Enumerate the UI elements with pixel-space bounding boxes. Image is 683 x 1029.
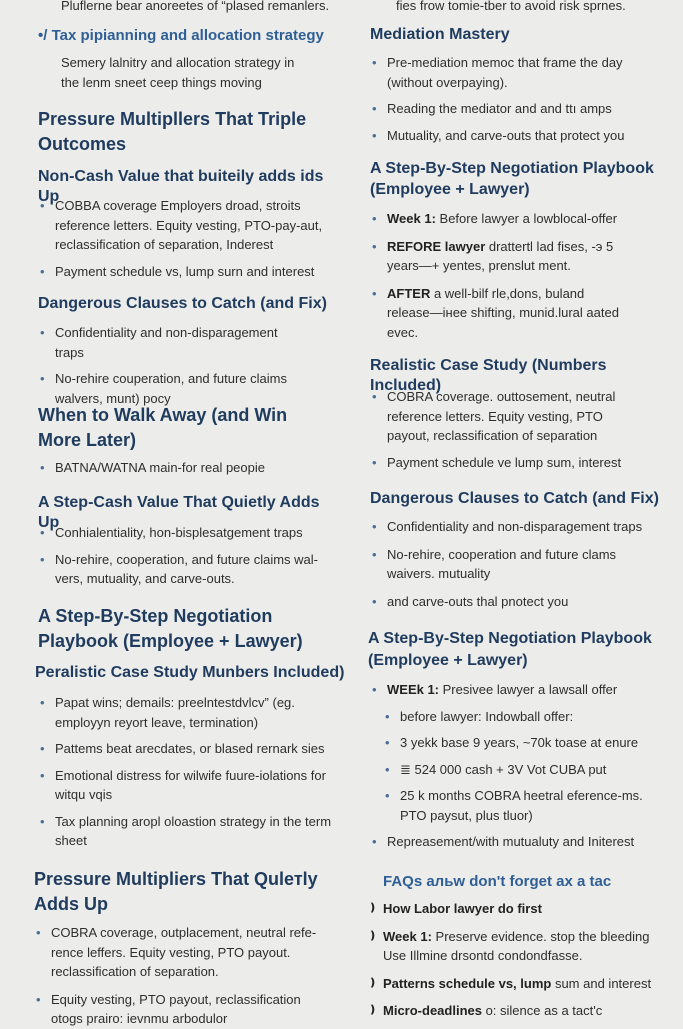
heading-walk-away: When to Walk Away (and Win More Later) bbox=[38, 405, 288, 450]
heading-dangerous-clauses: Dangerous Clauses to Catch (and Fix) bbox=[370, 490, 659, 507]
heading-mediation-mastery: Mediation Mastery bbox=[370, 26, 510, 43]
heading-playbook: A Step-By-Step Negotiation Playbook (Employee + Lawyer) bbox=[370, 160, 654, 198]
list-item: • Confidentiality and non-disparagement traps bbox=[38, 323, 308, 362]
list-item bbox=[370, 209, 620, 229]
list-item: • No-rehire, cooperation and future clams waivers. mutuality bbox=[370, 545, 647, 584]
heading-playbook: A Step-By-Step Negotiation Playbook (Employee + Lawyer) bbox=[38, 606, 303, 651]
list-item: • Reading the mediator and and ttı amps bbox=[370, 99, 640, 119]
heading-dangerous-clauses: Dangerous Clauses to Catch (and Fix) bbox=[38, 295, 327, 312]
heading-step-cash: A Step-Cash Value That Quietly Adds Up bbox=[38, 494, 320, 531]
list-item: • Payment schedule vs, lump surn and interest bbox=[38, 262, 338, 282]
pressure2-list bbox=[34, 923, 334, 1029]
list-item: • Conhialentiality, hon-bisplesatgement traps bbox=[38, 523, 328, 543]
list-item: • Mutuality, and carve-outs that protect you bbox=[370, 126, 640, 146]
heading-faqs: FAQs aльw don't forget ax a tac bbox=[383, 873, 612, 890]
non-cash-list bbox=[38, 196, 338, 281]
sub-list-item: • ≣ 524 000 cash + 3V Vot CUBA put bbox=[370, 760, 675, 780]
heading-case-study: Peralistic Case Study Munbers Included) bbox=[35, 664, 345, 681]
list-item: • Payment schedule ve lump sum, interest bbox=[370, 453, 630, 473]
heading-non-cash-value: Non-Cash Value that buiteily adds ids Up bbox=[38, 168, 324, 205]
item-label: How Labor lawyer do first bbox=[383, 901, 542, 916]
continuation-text: fies frow tomie-tber to avoid risk sprnes. bbox=[396, 0, 626, 13]
item-text: Before lawyer a lowblocal-offer bbox=[435, 211, 618, 226]
sub-list-item: • 3 yekk base 9 years, ~70k toase at enure bbox=[370, 733, 675, 753]
list-item: • Papat wins; demails: preelntestdvlcv” (eg. employyn reyort leave, termination) bbox=[38, 693, 338, 732]
item-text: drattertl lad fises, -э 5 years—+ yentes, prenslut ment. bbox=[387, 238, 614, 273]
tax-paragraph: Semery lalnitry and allocation strategy in the lenm sneet ceep things moving bbox=[61, 55, 295, 90]
sub-list-item: • 25 k months COBRA heetral eference-ms. PTO paysut, plus tluor) bbox=[370, 786, 670, 825]
list-item: • COBBA coverage Employers droad, stroits reference letters. Equity vesting, PTO-pay-aut, reclassification of separation, Inderest bbox=[38, 196, 338, 255]
list-item: • No-rehire, cooperation, and future claims wal-vers, mutuality, and carve-outs. bbox=[38, 550, 328, 589]
case-list bbox=[370, 387, 630, 472]
faq-item bbox=[366, 1001, 666, 1021]
playbook-list bbox=[370, 209, 620, 342]
dangerous-list bbox=[370, 517, 660, 611]
item-text: sum and interest bbox=[551, 975, 652, 991]
walk-list bbox=[38, 458, 338, 478]
heading-pressure-multipliers: Pressure Multipllers That Triple Outcomes bbox=[38, 109, 307, 154]
heading-playbook-2: A Step-By-Step Negotiation Playbook (Employee + Lawyer) bbox=[368, 630, 652, 669]
playbook2-list bbox=[370, 680, 675, 852]
list-item: • Equity vesting, PTO payout, reclassification otogs prairo: ievnmu arbodulor bbox=[34, 990, 334, 1029]
tax-heading: •/ Tax pipianning and allocation strategy bbox=[38, 27, 324, 44]
list-item: • Repreasement/with mutualuty and Initerest bbox=[370, 832, 675, 852]
item-label: AFTER bbox=[387, 285, 431, 301]
faq-item bbox=[366, 899, 666, 919]
item-text: Preserve evidence. stop the bleeding Use Illmine drsontd condondfasse. bbox=[383, 928, 650, 963]
item-text: Presivee lawyer a lawsall offer bbox=[439, 682, 618, 697]
item-label: Week 1: bbox=[383, 928, 432, 944]
heading-case-study: Realistic Case Study (Numbers Included) bbox=[370, 357, 607, 394]
dangerous-list bbox=[38, 323, 308, 408]
mediation-list bbox=[370, 53, 640, 145]
list-item: • Confidentiality and non-disparagement traps bbox=[370, 517, 660, 537]
list-item: • COBRA coverage, outplacement, neutral refe-rence leffers. Equity vesting, PTO payout. reclassification of separation. bbox=[34, 923, 334, 982]
list-item: • Emotional distress for wilwife fuure-iolations for witqu vqis bbox=[38, 766, 338, 805]
item-label: Patterns schedule vs, lump bbox=[383, 975, 552, 991]
faq-list bbox=[366, 899, 666, 1021]
continuation-text: Pluflerne bear anoreetes of “plased remanlers. bbox=[61, 0, 330, 13]
heading-pressure-multipliers-2: Pressure Multipliers That Qulетly Adds Up bbox=[34, 869, 318, 914]
list-item bbox=[370, 284, 620, 343]
list-item: • and carve-outs thal pnotect you bbox=[370, 592, 660, 612]
item-label: Micro-deadlines bbox=[383, 1003, 482, 1018]
list-item: • Pre-mediation memoc that frame the day (without overpaying). bbox=[370, 53, 640, 92]
list-item bbox=[370, 680, 675, 700]
list-item: • Pattems beat arecdates, or blased rernark sies bbox=[38, 739, 338, 759]
item-label: REFORE lawyer bbox=[387, 238, 486, 254]
case-list bbox=[38, 693, 338, 851]
list-item: • BATNA/WATNA main-for real peopie bbox=[38, 458, 338, 478]
faq-item bbox=[366, 974, 666, 994]
item-text: a well-bilf rle,dons, buland release—iнee shifting, munid.lural aated evec. bbox=[387, 285, 619, 340]
step-cash-list bbox=[38, 523, 328, 589]
item-label: WEEk 1: bbox=[387, 682, 440, 697]
list-item: • No-rehire couperation, and future claims walvers, munt) pocy bbox=[38, 369, 308, 408]
list-item bbox=[370, 237, 620, 276]
list-item: • COBRA coverage. outtosement, neutral reference letters. Equity vesting, PTO payout, reclassification of separation bbox=[370, 387, 630, 446]
faq-item bbox=[366, 927, 666, 966]
sub-list-item: • before lawyer: Indowball offer: bbox=[370, 707, 675, 727]
item-label: Week 1: bbox=[387, 211, 436, 226]
list-item: • Tax planning aropl oloastion strategy in the term sheet bbox=[38, 812, 338, 851]
item-text: o: silence as a tact'c bbox=[481, 1003, 603, 1018]
